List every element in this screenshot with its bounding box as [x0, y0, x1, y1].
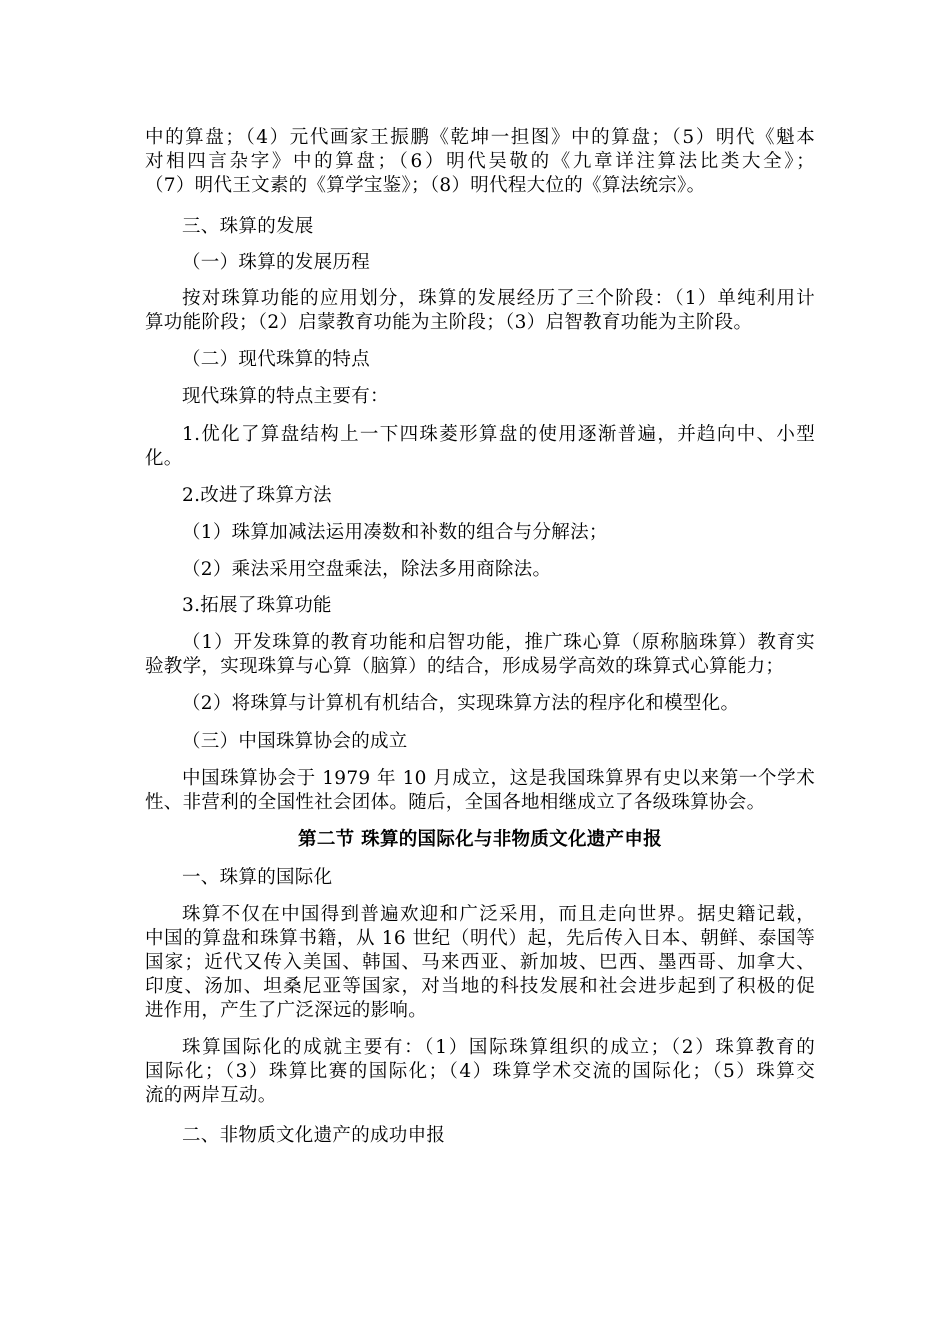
section-title-second: 第二节 珠算的国际化与非物质文化遗产申报 [298, 829, 662, 850]
subsection-heading-history [145, 251, 815, 275]
text-line: 现代珠算的特点主要有： [182, 386, 389, 407]
text-line: 3.拓展了珠算功能 [182, 595, 332, 616]
list-item-3-1 [145, 631, 815, 679]
paragraph-three-stages [145, 287, 815, 335]
text-line: （1）开发珠算的教育功能和启智功能，推广珠心算（原称脑珠算）教育实 [182, 632, 815, 653]
text-line: 1.优化了算盘结构上一下四珠菱形算盘的使用逐渐普遍，并趋向中、小型 [182, 424, 815, 445]
list-item-2 [145, 484, 815, 508]
text-line: 印度、汤加、坦桑尼亚等国家，对当地的科技发展和社会进步起到了积极的促 [145, 976, 815, 997]
paragraph-features-intro [145, 385, 815, 409]
text-line: 性、非营利的全国性社会团体。随后，全国各地相继成立了各级珠算协会。 [145, 792, 766, 813]
text-line: 2.改进了珠算方法 [182, 485, 332, 506]
text-line: 验教学，实现珠算与心算（脑算）的结合，形成易学高效的珠算式心算能力； [145, 656, 785, 677]
text-line: 三、珠算的发展 [182, 216, 314, 237]
text-line: 二、非物质文化遗产的成功申报 [182, 1125, 446, 1146]
paragraph-spread-abroad [145, 903, 815, 1023]
paragraph-achievements [145, 1036, 815, 1108]
text-line: 化。 [145, 448, 183, 469]
text-line: （二）现代珠算的特点 [182, 349, 371, 370]
section-heading-internationalization [145, 866, 815, 890]
paragraph-abacus-artworks [145, 126, 815, 198]
text-line: 国家；近代又传入美国、韩国、马来西亚、新加坡、巴西、墨西哥、加拿大、 [145, 952, 815, 973]
text-line: 中国的算盘和珠算书籍，从 16 世纪（明代）起，先后传入日本、朝鲜、泰国等 [145, 928, 815, 949]
section-heading-heritage [145, 1124, 815, 1148]
text-line: 珠算不仅在中国得到普遍欢迎和广泛采用，而且走向世界。据史籍记载， [182, 904, 815, 925]
list-item-1 [145, 423, 815, 471]
text-line: 流的两岸互动。 [145, 1085, 277, 1106]
text-line: 中的算盘；（4）元代画家王振鹏《乾坤一担图》中的算盘；（5）明代《魁本 [145, 127, 815, 148]
text-line: 进作用，产生了广泛深远的影响。 [145, 1000, 428, 1021]
text-line: （一）珠算的发展历程 [182, 252, 371, 273]
list-item-3 [145, 594, 815, 618]
list-item-2-2 [145, 558, 815, 582]
text-line: （三）中国珠算协会的成立 [182, 731, 408, 752]
section-heading-development [145, 215, 815, 239]
text-line: （2）将珠算与计算机有机结合，实现珠算方法的程序化和模型化。 [182, 693, 740, 714]
text-line: 国际化；（3）珠算比赛的国际化；（4）珠算学术交流的国际化；（5）珠算交 [145, 1061, 815, 1082]
text-line: 中国珠算协会于 1979 年 10 月成立，这是我国珠算界有史以来第一个学术 [182, 768, 815, 789]
text-line: （2）乘法采用空盘乘法，除法多用商除法。 [182, 559, 552, 580]
text-line: 算功能阶段；（2）启蒙教育功能为主阶段；（3）启智教育功能为主阶段。 [145, 312, 753, 333]
subsection-heading-association [145, 730, 815, 754]
text-line: （7）明代王文素的《算学宝鉴》；（8）明代程大位的《算法统宗》。 [145, 175, 706, 196]
list-item-2-1 [145, 521, 815, 545]
text-line: （1）珠算加减法运用凑数和补数的组合与分解法； [182, 522, 608, 543]
text-line: 珠算国际化的成就主要有：（1）国际珠算组织的成立；（2）珠算教育的 [182, 1037, 815, 1058]
text-line: 对相四言杂字》中的算盘；（6）明代吴敬的《九章详注算法比类大全》； [145, 151, 815, 172]
subsection-heading-modern-features [145, 348, 815, 372]
paragraph-association [145, 767, 815, 815]
text-line: 一、珠算的国际化 [182, 867, 333, 888]
list-item-3-2 [145, 692, 815, 716]
text-line: 按对珠算功能的应用划分，珠算的发展经历了三个阶段：（1）单纯利用计 [182, 288, 815, 309]
